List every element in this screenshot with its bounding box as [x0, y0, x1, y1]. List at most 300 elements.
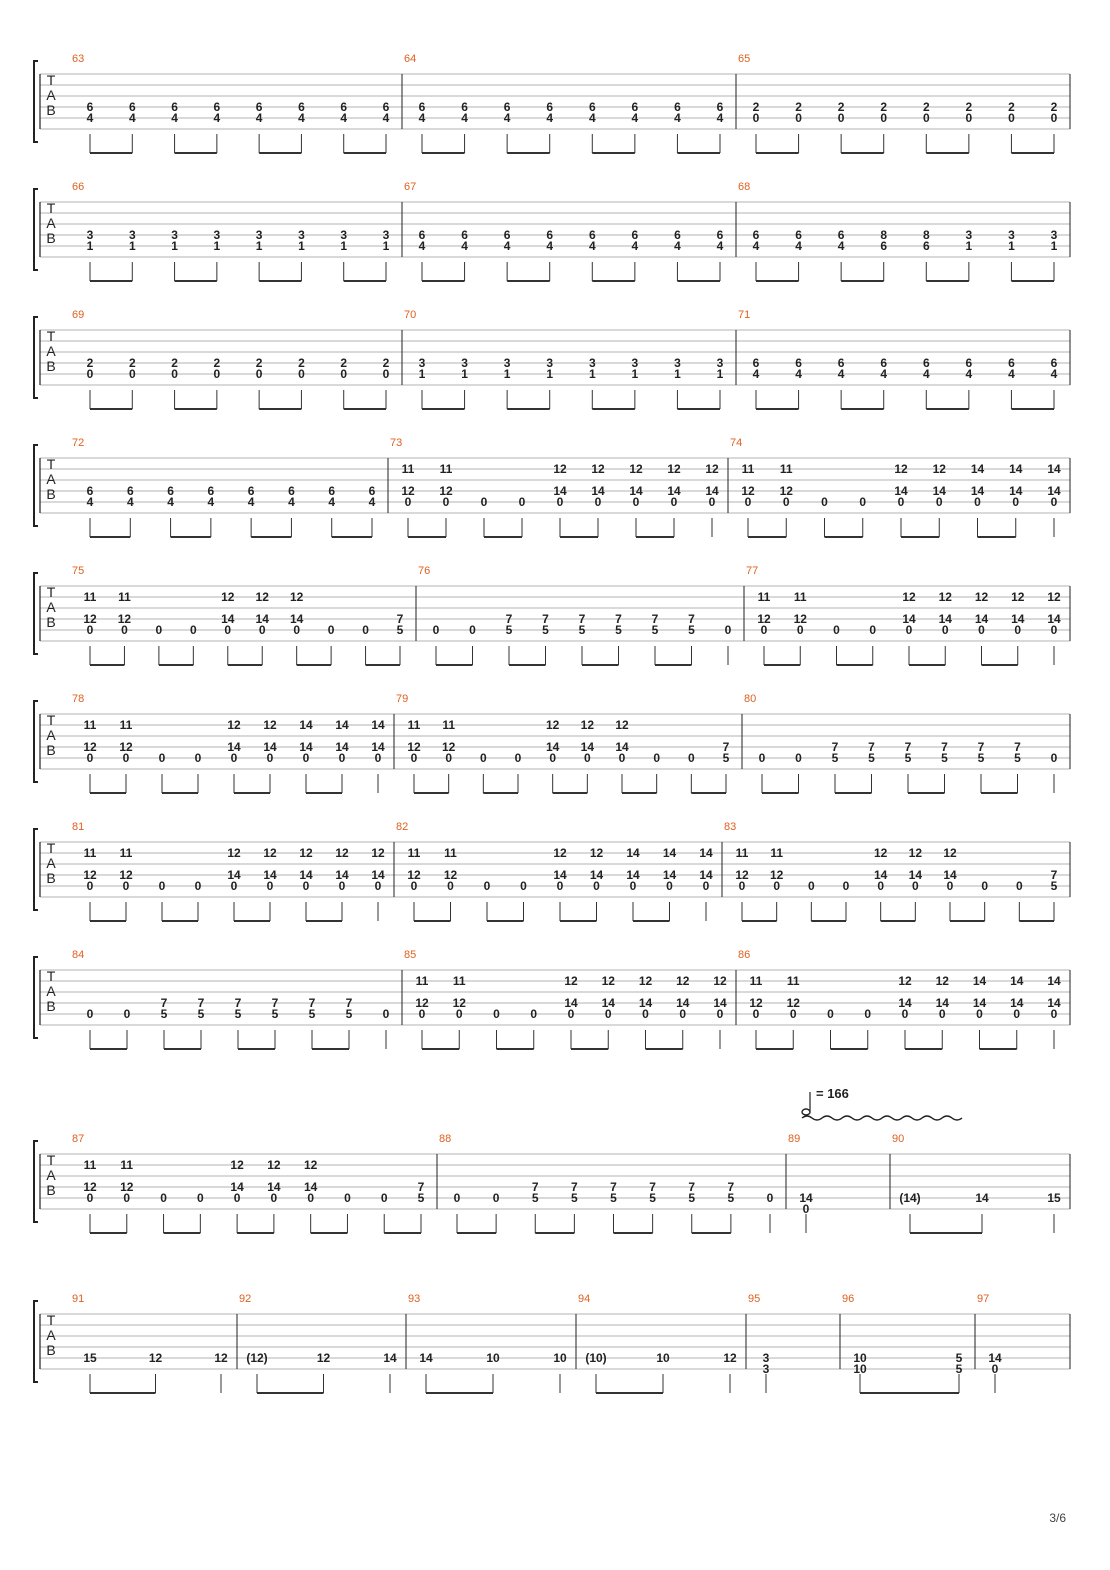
fret-number: 6 — [86, 100, 94, 114]
fret-number: 11 — [119, 846, 133, 860]
measure-number: 86 — [738, 949, 751, 961]
measure-number: 70 — [404, 309, 417, 321]
fret-number: 1 — [588, 367, 596, 381]
tab-clef-letter: T — [46, 72, 56, 88]
fret-number: 5 — [868, 751, 875, 765]
fret-number: 11 — [452, 974, 466, 988]
fret-number: 11 — [770, 846, 784, 860]
system-bracket — [34, 573, 38, 654]
fret-number: 11 — [407, 718, 421, 732]
fret-number: 6 — [1008, 356, 1015, 370]
fret-number: 0 — [946, 879, 954, 893]
system-bracket — [34, 61, 38, 142]
tab-clef-letter: T — [46, 584, 56, 600]
fret-number: 0 — [897, 495, 905, 509]
fret-number: 11 — [83, 590, 97, 604]
fret-number: 0 — [679, 1007, 687, 1021]
fret-number: 14 — [545, 740, 560, 754]
fret-number: 0 — [807, 879, 815, 893]
fret-number: 0 — [86, 1191, 94, 1205]
fret-number: 0 — [230, 751, 238, 765]
fret-number: 0 — [766, 1191, 774, 1205]
fret-number: 14 — [601, 996, 615, 1010]
fret-number: 12 — [705, 462, 719, 476]
fret-number: 14 — [932, 484, 946, 498]
fret-number: 12 — [601, 974, 615, 988]
fret-number: 4 — [795, 367, 802, 381]
fret-number: 11 — [749, 974, 763, 988]
fret-number: (14) — [899, 1191, 921, 1205]
fret-number: 12 — [553, 846, 567, 860]
fret-number: 14 — [230, 1180, 244, 1194]
fret-number: 14 — [371, 740, 385, 754]
fret-number: 5 — [977, 751, 985, 765]
fret-number: 14 — [335, 868, 349, 882]
fret-number: 3 — [128, 228, 136, 242]
fret-number: 12 — [83, 1180, 97, 1194]
fret-number: 6 — [340, 100, 348, 114]
fret-number: 0 — [298, 367, 305, 381]
tab-clef-letter: T — [46, 200, 56, 216]
fret-number: 4 — [128, 111, 136, 125]
fret-number: 12 — [615, 718, 629, 732]
fret-number: 0 — [702, 879, 710, 893]
measure-number: 72 — [72, 437, 85, 449]
fret-number: 1 — [298, 239, 305, 253]
fret-number: 4 — [631, 239, 639, 253]
fret-number: 0 — [442, 495, 450, 509]
fret-number: 12 — [83, 740, 97, 754]
fret-number: 14 — [662, 846, 677, 860]
fret-number: 4 — [631, 111, 639, 125]
fret-number: 14 — [1010, 996, 1024, 1010]
tab-clef-letter: T — [46, 840, 56, 856]
fret-number: 0 — [905, 623, 913, 637]
tab-clef-letter: A — [46, 343, 56, 359]
fret-number: 4 — [167, 495, 174, 509]
fret-number: 12 — [119, 868, 133, 882]
fret-number: 4 — [752, 239, 760, 253]
fret-number: 4 — [368, 495, 376, 509]
fret-number: 4 — [126, 495, 134, 509]
fret-number: 0 — [514, 751, 522, 765]
fret-number: 4 — [1050, 367, 1058, 381]
fret-number: 0 — [158, 751, 166, 765]
fret-number: 6 — [674, 228, 681, 242]
fret-number: 1 — [965, 239, 973, 253]
fret-number: 0 — [941, 623, 949, 637]
fret-number: 12 — [713, 974, 727, 988]
fret-number: 12 — [83, 612, 97, 626]
fret-number: 2 — [922, 100, 930, 114]
fret-number: 11 — [401, 462, 415, 476]
tab-clef-letter: B — [46, 998, 56, 1014]
fret-number: 5 — [542, 623, 549, 637]
fret-number: (10) — [585, 1351, 607, 1365]
measure-number: 77 — [746, 565, 759, 577]
fret-number: 7 — [417, 1180, 425, 1194]
fret-number: 1 — [1050, 239, 1058, 253]
system-bracket — [34, 1141, 38, 1222]
fret-number: 6 — [716, 228, 724, 242]
fret-number: 14 — [1010, 974, 1024, 988]
measure-number: 82 — [396, 821, 409, 833]
tab-clef-letter: A — [46, 599, 56, 615]
fret-number: 12 — [1047, 590, 1061, 604]
measure-number: 67 — [404, 181, 417, 193]
system-bracket — [34, 445, 38, 526]
fret-number: 5 — [571, 1191, 578, 1205]
fret-number: 0 — [483, 879, 491, 893]
fret-number: 4 — [795, 239, 802, 253]
fret-number: 0 — [864, 1007, 872, 1021]
fret-number: 12 — [545, 718, 560, 732]
fret-number: 4 — [340, 111, 348, 125]
fret-number: 0 — [270, 1191, 278, 1205]
fret-number: 0 — [653, 751, 661, 765]
fret-number: 14 — [1047, 974, 1061, 988]
fret-number: 11 — [786, 974, 800, 988]
fret-number: 12 — [407, 868, 421, 882]
measure-number: 79 — [396, 693, 409, 705]
fret-number: 12 — [267, 1158, 281, 1172]
fret-number: 6 — [674, 100, 681, 114]
fret-number: 4 — [86, 495, 94, 509]
fret-number: 14 — [227, 868, 241, 882]
fret-number: 14 — [1047, 484, 1061, 498]
vibrato-line — [802, 1116, 962, 1120]
fret-number: 5 — [651, 623, 659, 637]
fret-number: 0 — [479, 751, 487, 765]
fret-number: 1 — [382, 239, 390, 253]
fret-number: 0 — [128, 367, 136, 381]
tab-clef-letter: A — [46, 1327, 56, 1343]
fret-number: 0 — [445, 751, 453, 765]
fret-number: 4 — [546, 239, 554, 253]
fret-number: 0 — [911, 879, 919, 893]
fret-number: 12 — [938, 590, 952, 604]
fret-number: 12 — [148, 1351, 163, 1365]
fret-number: 0 — [708, 495, 716, 509]
fret-number: 6 — [207, 484, 215, 498]
fret-number: 7 — [831, 740, 839, 754]
fret-number: 0 — [549, 751, 557, 765]
fret-number: 11 — [779, 462, 793, 476]
fret-number: 1 — [255, 239, 263, 253]
fret-number: 0 — [567, 1007, 575, 1021]
fret-number: 8 — [922, 228, 930, 242]
fret-number: 3 — [255, 228, 263, 242]
measure-number: 78 — [72, 693, 85, 705]
fret-number: 3 — [171, 228, 178, 242]
fret-number: 12 — [894, 462, 908, 476]
fret-number: 0 — [86, 623, 94, 637]
fret-number: 12 — [441, 740, 456, 754]
fret-number: 0 — [155, 623, 163, 637]
fret-number: 6 — [588, 100, 596, 114]
fret-number: 6 — [631, 228, 639, 242]
fret-number: 0 — [374, 879, 382, 893]
fret-number: 3 — [86, 228, 94, 242]
fret-number: 0 — [255, 367, 263, 381]
fret-number: 0 — [782, 495, 790, 509]
fret-number: 12 — [443, 868, 458, 882]
fret-number: 0 — [194, 751, 202, 765]
fret-number: 0 — [213, 367, 221, 381]
fret-number: 1 — [86, 239, 94, 253]
fret-number: 0 — [1050, 751, 1058, 765]
fret-number: 4 — [837, 367, 845, 381]
fret-number: 0 — [418, 1007, 426, 1021]
fret-number: 7 — [571, 1180, 578, 1194]
measure-number: 63 — [72, 53, 85, 65]
fret-number: 6 — [795, 356, 802, 370]
fret-number: 5 — [727, 1191, 735, 1205]
fret-number: 6 — [461, 100, 468, 114]
fret-number: 14 — [1047, 612, 1061, 626]
measure-number: 88 — [439, 1133, 452, 1145]
fret-number: 11 — [83, 718, 97, 732]
fret-number: 0 — [86, 751, 94, 765]
measure-number: 71 — [738, 309, 751, 321]
fret-number: 7 — [345, 996, 353, 1010]
fret-number: 0 — [122, 751, 130, 765]
measure-number: 74 — [730, 437, 743, 449]
fret-number: 12 — [401, 484, 415, 498]
fret-number: 0 — [965, 111, 973, 125]
fret-number: 0 — [752, 1007, 760, 1021]
fret-number: 5 — [234, 1007, 242, 1021]
fret-number: 4 — [546, 111, 554, 125]
measure-number: 80 — [744, 693, 757, 705]
fret-number: 0 — [593, 879, 600, 893]
system-bracket — [34, 829, 38, 910]
fret-number: 11 — [118, 590, 131, 604]
fret-number: 0 — [194, 879, 202, 893]
fret-number: 3 — [418, 356, 426, 370]
fret-number: 0 — [196, 1191, 204, 1205]
fret-number: 1 — [674, 367, 681, 381]
fret-number: 12 — [908, 846, 923, 860]
fret-number: 11 — [793, 590, 807, 604]
fret-number: 6 — [171, 100, 178, 114]
fret-number: 0 — [877, 879, 885, 893]
fret-number: 5 — [904, 751, 912, 765]
fret-number: 14 — [564, 996, 578, 1010]
tab-clef-letter: B — [46, 1342, 56, 1358]
fret-number: 0 — [1050, 1007, 1058, 1021]
fret-number: 14 — [988, 1351, 1002, 1365]
fret-number: 0 — [266, 751, 274, 765]
fret-number: 4 — [213, 111, 221, 125]
fret-number: 5 — [396, 623, 404, 637]
fret-number: 0 — [978, 623, 985, 637]
fret-number: 10 — [853, 1351, 867, 1365]
fret-number: 0 — [869, 623, 877, 637]
fret-number: 0 — [374, 751, 382, 765]
fret-number: 7 — [868, 740, 875, 754]
fret-number: 0 — [121, 623, 128, 637]
measure-number: 65 — [738, 53, 751, 65]
fret-number: 6 — [752, 228, 760, 242]
fret-number: 0 — [859, 495, 867, 509]
fret-number: 6 — [126, 484, 134, 498]
fret-number: 3 — [762, 1351, 770, 1365]
fret-number: 6 — [546, 100, 554, 114]
fret-number: 12 — [227, 718, 241, 732]
fret-number: 0 — [991, 1362, 999, 1376]
fret-number: 14 — [662, 868, 677, 882]
fret-number: 14 — [371, 718, 385, 732]
fret-number: 2 — [171, 356, 178, 370]
system-bracket — [34, 317, 38, 398]
fret-number: 6 — [752, 356, 760, 370]
fret-number: 12 — [120, 1180, 134, 1194]
fret-number: 0 — [632, 495, 640, 509]
fret-number: 12 — [415, 996, 429, 1010]
fret-number: 0 — [724, 623, 732, 637]
fret-number: 10 — [553, 1351, 567, 1365]
measure-number: 96 — [842, 1293, 855, 1305]
fret-number: 4 — [674, 239, 681, 253]
fret-number: 0 — [307, 1191, 315, 1205]
tab-clef-letter: T — [46, 328, 56, 344]
fret-number: 12 — [741, 484, 755, 498]
fret-number: 0 — [1050, 495, 1058, 509]
fret-number: 12 — [299, 846, 313, 860]
fret-number: 14 — [970, 484, 985, 498]
fret-number: 1 — [340, 239, 348, 253]
fret-number: 0 — [230, 879, 238, 893]
fret-number: 0 — [938, 1007, 946, 1021]
fret-number: 11 — [444, 846, 457, 860]
fret-number: 2 — [128, 356, 136, 370]
fret-number: 6 — [503, 100, 511, 114]
fret-number: 14 — [1009, 462, 1023, 476]
fret-number: 0 — [1050, 111, 1058, 125]
fret-number: 12 — [316, 1351, 331, 1365]
fret-number: 0 — [795, 111, 802, 125]
fret-number: 7 — [610, 1180, 617, 1194]
measure-number: 85 — [404, 949, 417, 961]
fret-number: 0 — [1013, 1007, 1021, 1021]
fret-number: 12 — [289, 590, 304, 604]
fret-number: 7 — [271, 996, 279, 1010]
fret-number: 6 — [288, 484, 295, 498]
fret-number: 14 — [263, 868, 277, 882]
fret-number: 0 — [327, 623, 335, 637]
fret-number: 1 — [716, 367, 724, 381]
fret-number: 4 — [418, 239, 426, 253]
fret-number: 6 — [631, 100, 639, 114]
fret-number: 14 — [299, 740, 313, 754]
fret-number: 5 — [1050, 879, 1058, 893]
fret-number: 3 — [1050, 228, 1058, 242]
fret-number: 14 — [299, 718, 313, 732]
system-bracket — [34, 957, 38, 1038]
measure-number: 95 — [748, 1293, 761, 1305]
fret-number: 0 — [518, 495, 526, 509]
fret-number: 6 — [588, 228, 596, 242]
tab-clef-letter: T — [46, 1152, 56, 1168]
fret-number: 0 — [302, 879, 310, 893]
fret-number: 2 — [86, 356, 94, 370]
tab-clef-letter: T — [46, 712, 56, 728]
system-bracket — [34, 701, 38, 782]
fret-number: 6 — [418, 228, 426, 242]
fret-number: 14 — [873, 868, 888, 882]
fret-number: 12 — [263, 846, 277, 860]
fret-number: 15 — [1047, 1191, 1061, 1205]
tab-clef-letter: A — [46, 855, 56, 871]
fret-number: 4 — [716, 239, 724, 253]
fret-number: 0 — [160, 1191, 167, 1205]
fret-number: 5 — [722, 751, 730, 765]
fret-number: 4 — [328, 495, 336, 509]
fret-number: 0 — [981, 879, 989, 893]
fret-number: 0 — [837, 111, 845, 125]
measure-number: 97 — [977, 1293, 990, 1305]
fret-number: 12 — [221, 590, 235, 604]
fret-number: 6 — [461, 228, 468, 242]
fret-number: 14 — [371, 868, 385, 882]
fret-number: 2 — [298, 356, 305, 370]
fret-number: 14 — [699, 846, 713, 860]
fret-number: 0 — [738, 879, 746, 893]
fret-number: 0 — [821, 495, 828, 509]
fret-number: 0 — [1050, 623, 1058, 637]
fret-number: 0 — [760, 623, 768, 637]
fret-number: 5 — [417, 1191, 425, 1205]
fret-number: 0 — [1008, 111, 1015, 125]
fret-number: 14 — [383, 1351, 397, 1365]
fret-number: 3 — [503, 356, 511, 370]
fret-number: 7 — [542, 612, 549, 626]
fret-number: 14 — [299, 868, 313, 882]
measure-number: 91 — [72, 1293, 85, 1305]
fret-number: 0 — [410, 879, 418, 893]
half-note-icon — [802, 1109, 810, 1115]
fret-number: 5 — [688, 623, 695, 637]
fret-number: 10 — [656, 1351, 670, 1365]
fret-number: 0 — [716, 1007, 724, 1021]
fret-number: 0 — [362, 623, 369, 637]
fret-number: 14 — [626, 868, 640, 882]
fret-number: 11 — [407, 846, 421, 860]
fret-number: 6 — [418, 100, 426, 114]
fret-number: 5 — [160, 1007, 168, 1021]
fret-number: 6 — [880, 239, 888, 253]
fret-number: 5 — [831, 751, 839, 765]
fret-number: 0 — [795, 751, 802, 765]
page-number: 3/6 — [1049, 1511, 1066, 1525]
fret-number: 6 — [837, 356, 845, 370]
measure-number: 81 — [72, 821, 85, 833]
fret-number: 0 — [789, 1007, 797, 1021]
fret-number: 6 — [922, 356, 930, 370]
tab-clef-letter: B — [46, 102, 56, 118]
fret-number: 7 — [941, 740, 948, 754]
fret-number: 0 — [604, 1007, 612, 1021]
fret-number: 3 — [1008, 228, 1015, 242]
fret-number: 0 — [338, 879, 346, 893]
fret-number: 4 — [588, 111, 596, 125]
fret-number: 0 — [380, 1191, 388, 1205]
fret-number: 4 — [255, 111, 263, 125]
fret-number: 14 — [419, 1351, 433, 1365]
fret-number: 14 — [629, 484, 643, 498]
fret-number: 0 — [583, 751, 591, 765]
